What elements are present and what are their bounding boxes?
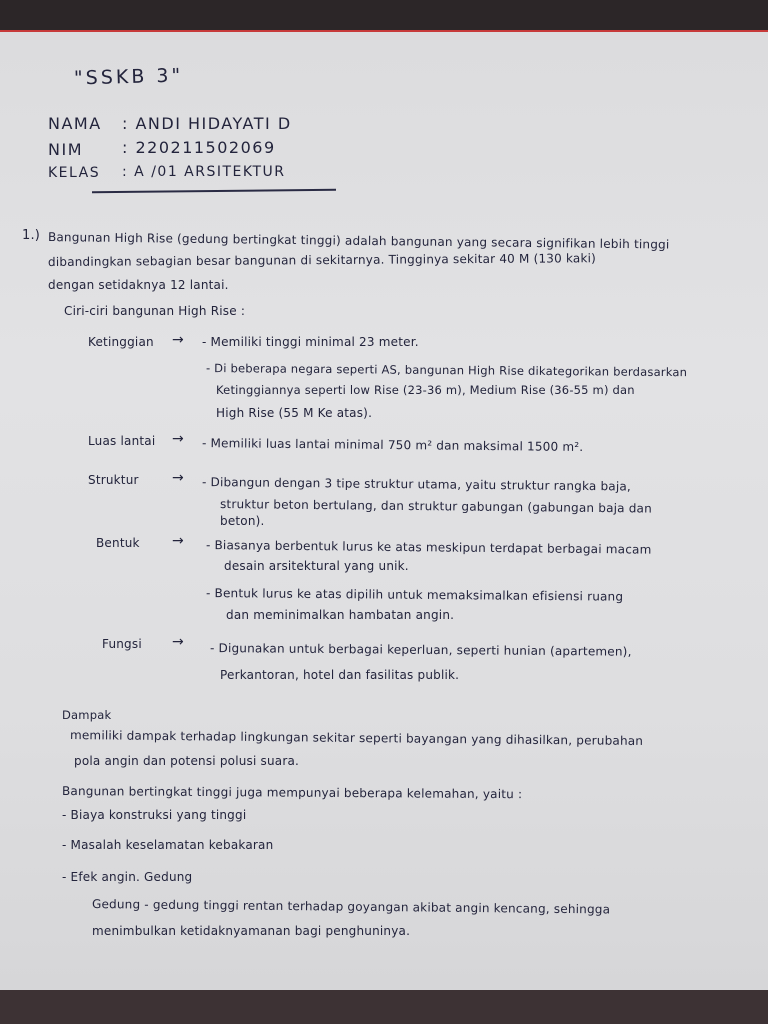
value-nim: : 220211502069 (122, 138, 276, 157)
arrow-ketinggian: → (172, 332, 184, 348)
value-kelas: : A /01 ARSITEKTUR (122, 164, 286, 180)
arrow-struktur: → (172, 470, 184, 486)
label-kelas: KELAS (48, 165, 101, 181)
label-nim: NIM (48, 140, 83, 159)
q1-line-2: dibandingkan sebagian besar bangunan di sekitarnya. Tingginya sekitar 40 M (130 kaki) (47, 251, 597, 269)
luas-item-1: - Memiliki luas lantai minimal 750 m² dan maksimal 1500 m². (201, 436, 584, 454)
kelemahan-item-1: - Biaya konstruksi yang tinggi (62, 808, 247, 822)
struktur-item-line-2: struktur beton bertulang, dan struktur gabungan (gabungan baja dan (219, 497, 653, 516)
ketinggian-item-2-line-3: High Rise (55 M Ke atas). (216, 406, 373, 420)
dampak-line-2: pola angin dan potensi polusi suara. (74, 754, 300, 768)
ketinggian-item-2-line-1: - Di beberapa negara seperti AS, bangunan High Rise dikategorikan berdasarkan (205, 361, 688, 380)
ketinggian-item-1: - Memiliki tinggi minimal 23 meter. (202, 335, 419, 349)
q1-line-1: Bangunan High Rise (gedung bertingkat tinggi) adalah bangunan yang secara signifikan lebih tinggi (47, 230, 670, 252)
underline (92, 189, 336, 193)
ciri-label-struktur: Struktur (88, 473, 139, 487)
value-nama: : ANDI HIDAYATI D (122, 114, 292, 133)
arrow-bentuk: → (172, 533, 184, 549)
fungsi-item-line-1: - Digunakan untuk berbagai keperluan, seperti hunian (apartemen), (209, 641, 632, 659)
ciri-label-bentuk: Bentuk (96, 536, 140, 550)
ciri-label-ketinggian: Ketinggian (88, 335, 154, 349)
background-bottom (0, 990, 768, 1024)
bentuk-item-1-line-1: - Biasanya berbentuk lurus ke atas meskipun terdapat berbagai macam (205, 538, 652, 557)
page-title: "SSKB 3" (73, 64, 184, 90)
notebook-page (0, 30, 768, 994)
bentuk-item-2-line-2: dan meminimalkan hambatan angin. (226, 608, 455, 622)
ciri-label-fungsi: Fungsi (102, 637, 142, 651)
kelemahan-detail-line-1: Gedung - gedung tinggi rentan terhadap goyangan akibat angin kencang, sehingga (91, 897, 611, 917)
ciri-heading: Ciri-ciri bangunan High Rise : (64, 304, 246, 318)
kelemahan-intro: Bangunan bertingkat tinggi juga mempunyai beberapa kelemahan, yaitu : (61, 784, 523, 802)
kelemahan-item-2: - Masalah keselamatan kebakaran (62, 838, 274, 852)
ketinggian-item-2-line-2: Ketinggiannya seperti low Rise (23-36 m), Medium Rise (36-55 m) dan (216, 383, 635, 397)
struktur-item-line-3: beton). (220, 514, 265, 528)
arrow-luas: → (172, 431, 184, 447)
dampak-heading: Dampak (62, 708, 112, 722)
kelemahan-detail-line-2: menimbulkan ketidaknyamanan bagi penghuninya. (92, 924, 411, 938)
struktur-item-line-1: - Dibangun dengan 3 tipe struktur utama, yaitu struktur rangka baja, (201, 475, 632, 494)
bentuk-item-2-line-1: - Bentuk lurus ke atas dipilih untuk memaksimalkan efisiensi ruang (205, 586, 624, 604)
question-number: 1.) (22, 228, 41, 243)
kelemahan-item-3: - Efek angin. Gedung (62, 870, 193, 884)
dampak-line-1: memiliki dampak terhadap lingkungan sekitar seperti bayangan yang dihasilkan, perubahan (69, 728, 644, 749)
fungsi-item-line-2: Perkantoran, hotel dan fasilitas publik. (220, 668, 460, 682)
arrow-fungsi: → (172, 634, 184, 650)
label-nama: NAMA (48, 114, 102, 133)
background-top (0, 0, 768, 32)
q1-line-3: dengan setidaknya 12 lantai. (48, 278, 229, 292)
bentuk-item-1-line-2: desain arsitektural yang unik. (224, 559, 409, 573)
ciri-label-luas: Luas lantai (88, 434, 156, 448)
